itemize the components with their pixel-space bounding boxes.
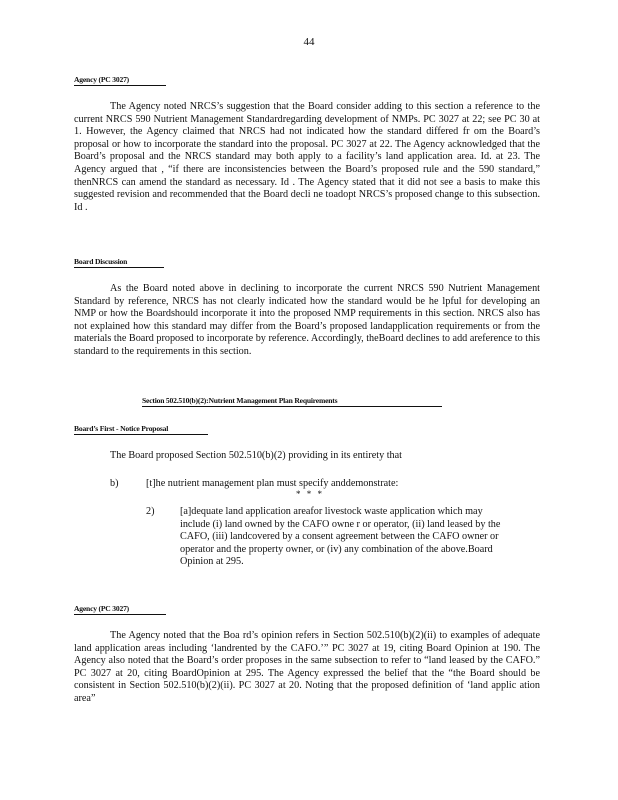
- section-heading-board-discussion: Board Discussion: [74, 257, 164, 268]
- board-discussion-paragraph: [74, 283, 540, 359]
- ellipsis-stars: * * *: [296, 489, 324, 499]
- section-heading-502-510-b-2: Section 502.510(b)(2):Nutrient Management Plan Requirements: [142, 396, 442, 407]
- board-discussion-text: As the Board noted above in declining to incorporate the current NRCS 590 Nutrient Management Standard by reference, NRCS has not clearly indicated how the standard would be he lpful for developing an NMP or how the Boardshould incorporate it into the proposed NMP requirements in this section. NRCS also has not explained how this standard may differ from the Board’s proposed landapplication requirements or from the materials the Board proposed to incorporate by reference. Accordingly, theBoard declines to add areference to this standard to the requirements in this section.: [74, 283, 540, 357]
- section-heading-agency-pc3027-2: Agency (PC 3027): [74, 604, 166, 615]
- first-notice-intro: The Board proposed Section 502.510(b)(2) providing in its entirety that: [110, 450, 402, 461]
- section-heading-agency-pc3027: Agency (PC 3027): [74, 75, 166, 86]
- page-number: 44: [303, 36, 315, 48]
- agency-paragraph-2-text: The Agency noted that the Boa rd’s opinion refers in Section 502.510(b)(2)(ii) to examples of adequate land application areas including ‘landrented by the CAFO.’” PC 3027 at 19, citing Board Opinion at 190. The Agency also noted that the Board’s order proposes in the same subsection to refer to “land leased by the CAFO.” PC 3027 at 20, citing BoardOpinion at 295. The Agency expressed the belief that the “the Board should be consistent in Section 502.510(b)(2)(ii). PC 3027 at 20. Noting that the proposed definition of ‘land applic ation area”: [74, 630, 540, 704]
- item-2-text: [a]dequate land application areafor livestock waste application which may include (i) land owned by the CAFO owne r or operator, (ii) land leased by the CAFO, (iii) landcovered by a consent agreement between the CAFO owner or operator and the property owner, or (iv) any combination of the above.Board Opinion at 295.: [180, 506, 501, 568]
- agency-paragraph-1: [74, 101, 540, 214]
- agency-paragraph-2: [74, 630, 540, 706]
- item-2-label: 2): [146, 506, 155, 517]
- agency-paragraph-1-text: The Agency noted NRCS’s suggestion that the Board consider adding to this section a reference to the current NRCS 590 Nutrient Management Standardregarding development of NMPs. PC 3027 at 22; see PC 30 at 1. However, the Agency claimed that NRCS had not indicated how the standard differed fr om the Board’s proposal or how to incorporate the standard into the proposal. PC 3027 at 22. The Agency acknowledged that the Board’s proposal and the NRCS standard may both apply to a facility’s land application area. Id. at 23. The Agency argued that , “if there are inconsistencies between the Board’s proposed rule and the 590 standard,” thenNRCS can amend the standard as necessary. Id . The Agency stated that it did not see a basis to make this suggested revision and recommended that the Board decli ne toadopt NRCS’s proposed change to this subsection. Id .: [74, 101, 540, 213]
- section-heading-first-notice-proposal: Board’s First - Notice Proposal: [74, 424, 208, 435]
- item-b-text: [t]he nutrient management plan must specify anddemonstrate:: [146, 478, 399, 489]
- item-b-label: b): [110, 478, 119, 489]
